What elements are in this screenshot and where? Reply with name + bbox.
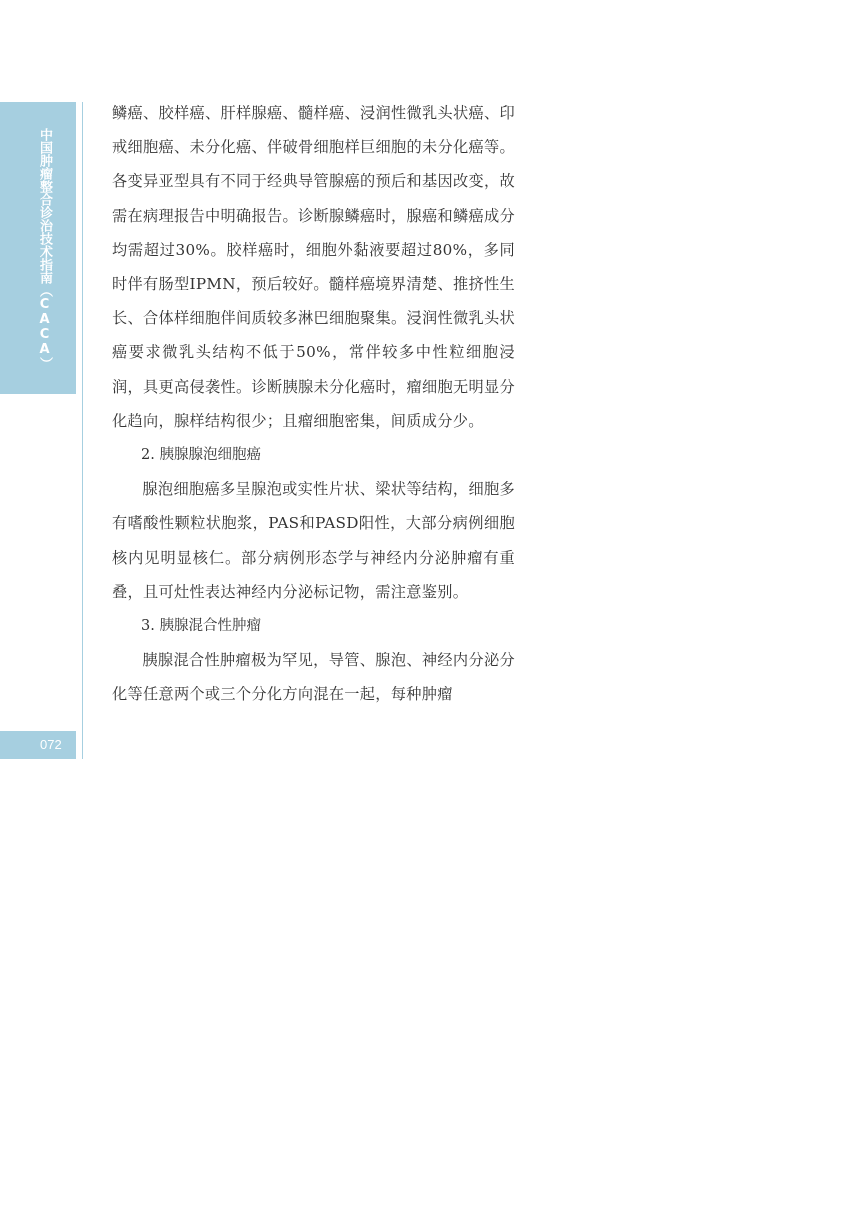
page-number-tab — [0, 731, 76, 759]
section-heading-mixed: 3. 胰腺混合性肿瘤 — [141, 618, 261, 635]
paragraph-acinar: 腺泡细胞癌多呈腺泡或实性片状、梁状等结构，细胞多有嗜酸性颗粒状胞浆，PAS和PASD阳性，大部分病例细胞核内见明显核仁。部分病例形态学与神经内分泌肿瘤有重叠，且可灶性表达神经内分泌标记物，需注意鉴别。 — [112, 480, 515, 601]
body-text — [112, 96, 515, 712]
paragraph-mixed: 胰腺混合性肿瘤极为罕见，导管、腺泡、神经内分泌分化等任意两个或三个分化方向混在一起，每种肿瘤 — [112, 651, 515, 704]
page-number: 072 — [40, 737, 62, 752]
paragraph-variants: 鳞癌、胶样癌、肝样腺癌、髓样癌、浸润性微乳头状癌、印戒细胞癌、未分化癌、伴破骨细胞样巨细胞的未分化癌等。各变异亚型具有不同于经典导管腺癌的预后和基因改变，故需在病理报告中明确报告。诊断腺鳞癌时，腺癌和鳞癌成分均需超过30%。胶样癌时，细胞外黏液要超过80%，多同时伴有肠型IPMN，预后较好。髓样癌境界清楚、推挤性生长、合体样细胞伴间质较多淋巴细胞聚集。浸润性微乳头状癌要求微乳头结构不低于50%，常伴较多中性粒细胞浸润，具更高侵袭性。诊断胰腺未分化癌时，瘤细胞无明显分化趋向，腺样结构很少；且瘤细胞密集，间质成分少。 — [112, 104, 515, 430]
margin-rule — [82, 102, 83, 759]
section-heading-acinar: 2. 胰腺腺泡细胞癌 — [141, 447, 261, 464]
book-title: 中国肿瘤整合诊治技术指南（CACA） — [37, 128, 52, 370]
